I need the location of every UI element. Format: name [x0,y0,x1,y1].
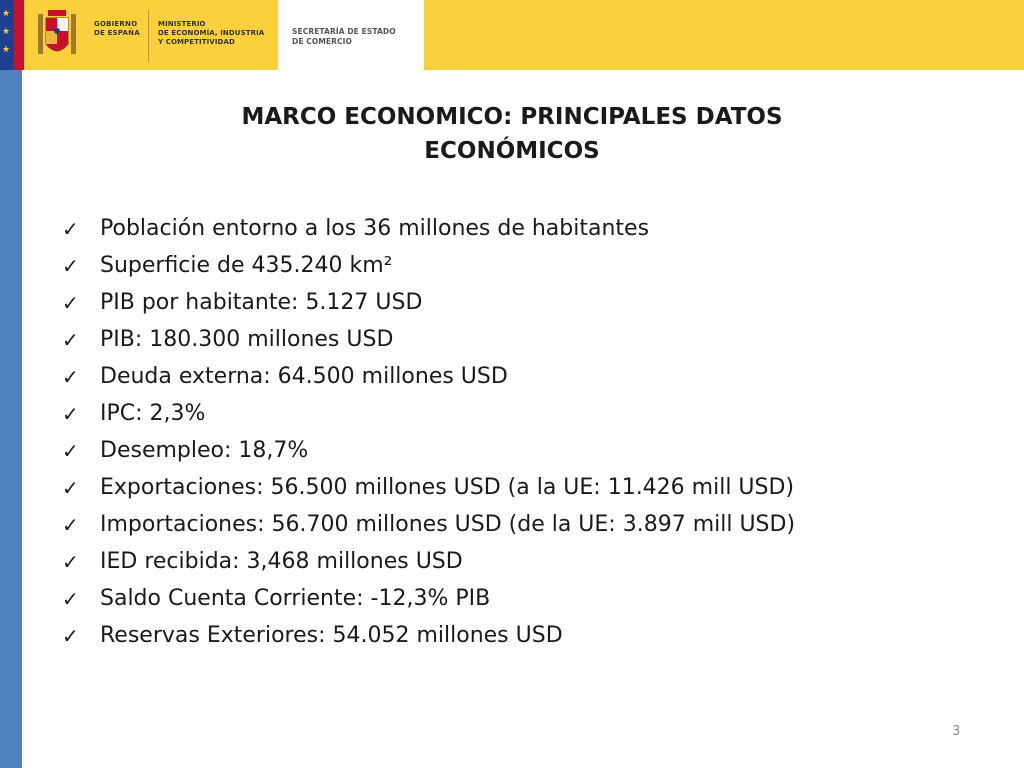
list-item-text: PIB: 180.300 millones USD [100,327,394,352]
header-banner [0,0,1024,70]
list-item-text: Población entorno a los 36 millones de habitantes [100,216,650,241]
checkmark-icon: ✓ [62,290,79,315]
list-item-text: IPC: 2,3% [100,401,206,426]
checkmark-icon: ✓ [62,475,79,500]
list-item [62,358,795,395]
list-item-text: Reservas Exteriores: 54.052 millones USD [100,623,563,648]
list-item-text: PIB por habitante: 5.127 USD [100,290,423,315]
checkmark-icon: ✓ [62,327,79,352]
list-item [62,432,795,469]
checkmark-icon: ✓ [62,438,79,463]
list-item-text: Importaciones: 56.700 millones USD (de la UE: 3.897 mill USD) [100,512,796,537]
list-item-text: Saldo Cuenta Corriente: -12,3% PIB [100,586,491,611]
checkmark-icon: ✓ [62,586,79,611]
government-logo [24,0,278,70]
government-name: GOBIERNO DE ESPAÑA [94,20,140,37]
secretariat-logo [278,0,424,70]
list-item [62,543,795,580]
list-item [62,284,795,321]
secretariat-name: SECRETARÍA DE ESTADO DE COMERCIO [292,27,396,46]
checkmark-icon: ✓ [62,549,79,574]
checkmark-icon: ✓ [62,253,79,278]
eu-flag-icon: ★ ★ ★ [0,0,14,70]
list-item-text: IED recibida: 3,468 millones USD [100,549,463,574]
list-item [62,210,795,247]
checkmark-icon: ✓ [62,216,79,241]
spain-coat-of-arms-icon [36,8,78,62]
list-item-text: Superficie de 435.240 km² [100,253,393,278]
list-item-text: Desempleo: 18,7% [100,438,309,463]
list-item-text: Exportaciones: 56.500 millones USD (a la UE: 11.426 mill USD) [100,475,795,500]
page-number: 3 [952,724,961,739]
list-item [62,617,795,654]
spain-flag-strip [14,0,24,70]
list-item [62,321,795,358]
list-item [62,580,795,617]
list-item [62,469,795,506]
checkmark-icon: ✓ [62,512,79,537]
checkmark-icon: ✓ [62,401,79,426]
list-item-text: Deuda externa: 64.500 millones USD [100,364,508,389]
list-item [62,247,795,284]
list-item [62,506,795,543]
slide-title: MARCO ECONOMICO: PRINCIPALES DATOS ECONÓMICOS [241,104,783,164]
ministry-name: MINISTERIO DE ECONOMÍA, INDUSTRIA Y COMPETITIVIDAD [158,20,265,46]
list-item [62,395,795,432]
header-divider [148,10,149,62]
checkmark-icon: ✓ [62,623,79,648]
economic-data-list [62,210,795,654]
checkmark-icon: ✓ [62,364,79,389]
left-accent-bar [0,70,22,768]
